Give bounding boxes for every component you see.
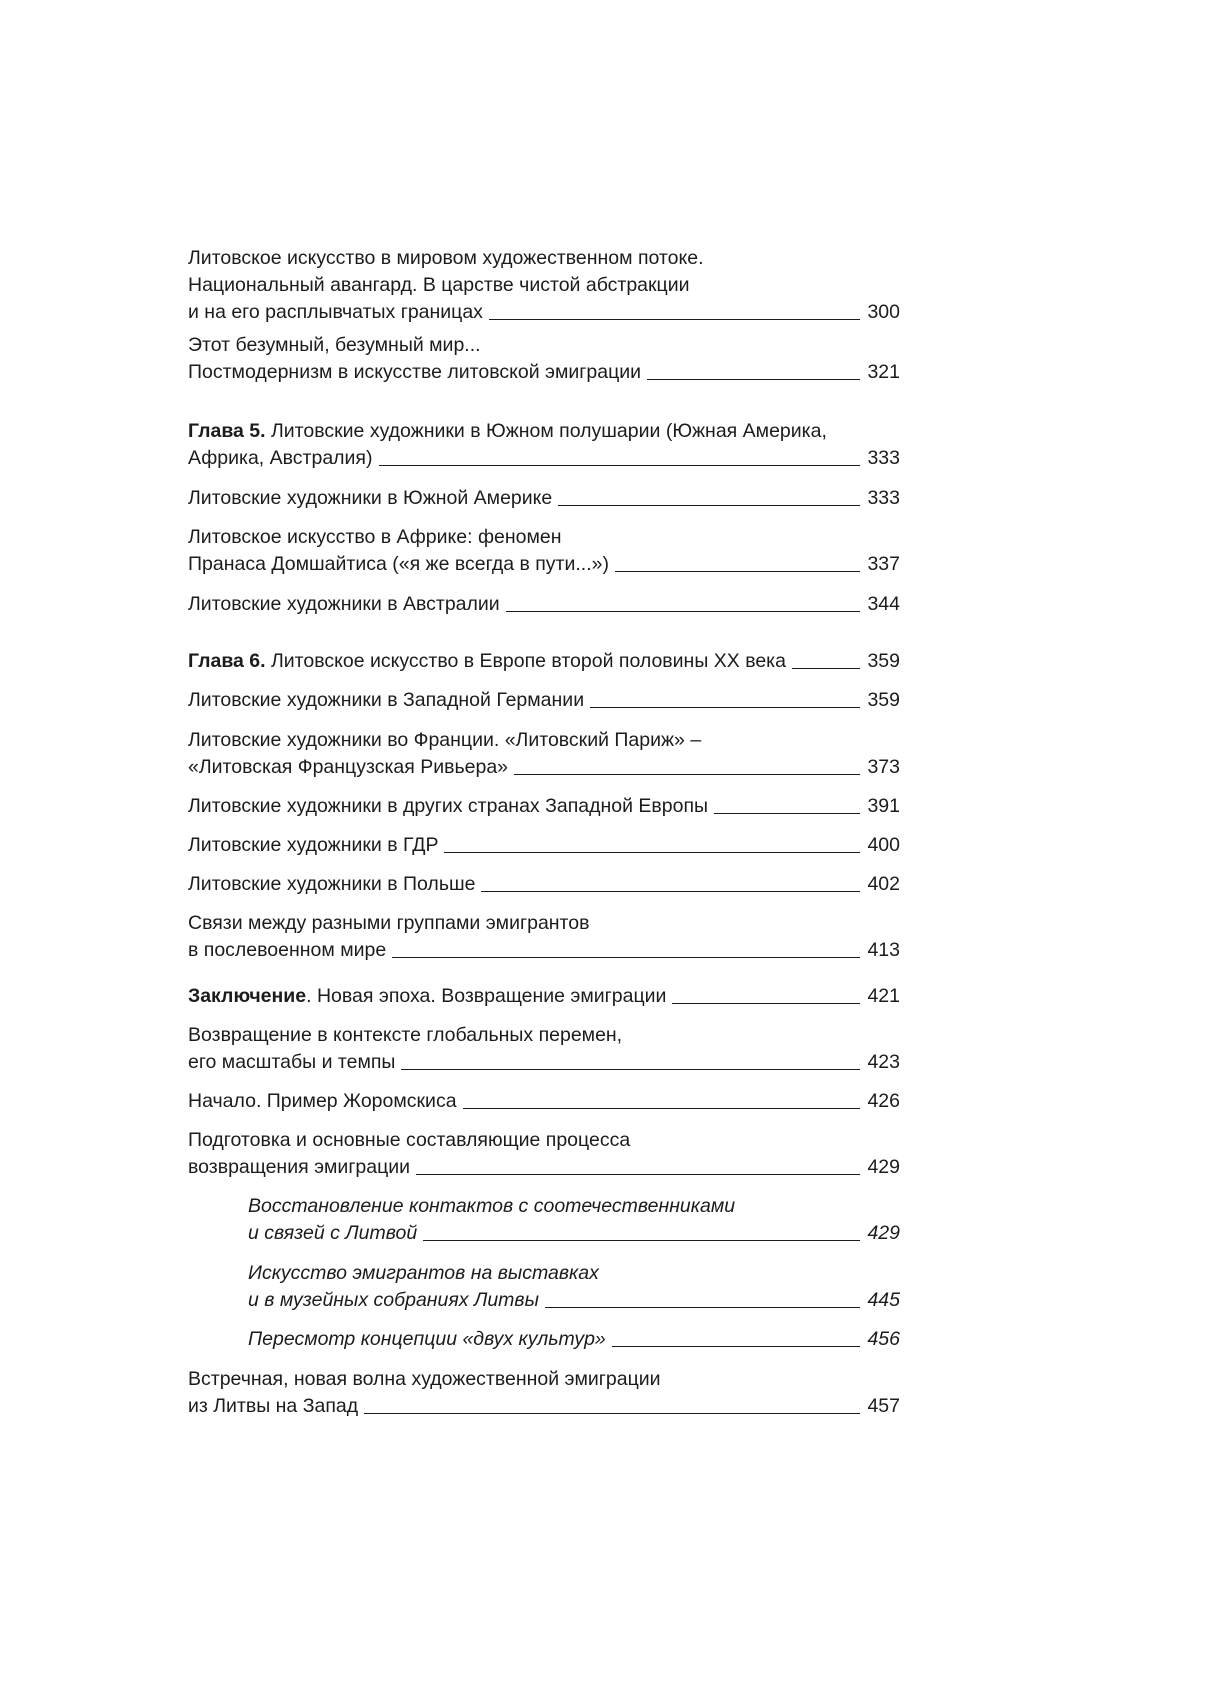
dot-leader: [392, 957, 860, 958]
toc-subentry[interactable]: [248, 1193, 900, 1247]
dot-leader: [545, 1307, 860, 1308]
toc-page-number: 445: [867, 1289, 900, 1311]
chapter-label: Глава 5.: [188, 420, 266, 442]
toc-entry[interactable]: [188, 485, 900, 512]
toc-entry-line: Литовское искусство в мировом художественном потоке.: [188, 247, 704, 269]
toc-entry-line: Литовские художники в Южном полушарии (Южная Америка,: [265, 420, 827, 442]
dot-leader: [590, 707, 860, 708]
dot-leader: [792, 668, 860, 669]
toc-entry[interactable]: [188, 332, 900, 386]
dot-leader: [364, 1413, 860, 1414]
toc-entry-line: Искусство эмигрантов на выставках: [248, 1262, 599, 1284]
toc-entry-line: Национальный авангард. В царстве чистой абстракции: [188, 274, 690, 296]
toc-entry-title: Начало. Пример Жоромскиса: [188, 1090, 457, 1112]
toc-entry-title: Литовские художники в других странах Западной Европы: [188, 795, 709, 817]
toc-page-number: 400: [867, 834, 900, 856]
toc-page-number: 429: [867, 1156, 900, 1178]
toc-entry-title: Пранаса Домшайтиса («я же всегда в пути...»): [188, 553, 609, 575]
toc-page-number: 300: [867, 301, 900, 323]
toc-entry-line: Связи между разными группами эмигрантов: [188, 912, 590, 934]
dot-leader: [612, 1346, 860, 1347]
toc-entry-chapter[interactable]: [188, 983, 900, 1010]
toc-entry-title: Постмодернизм в искусстве литовской эмиграции: [188, 361, 642, 383]
toc-page-number: 359: [867, 650, 900, 672]
dot-leader: [401, 1069, 860, 1070]
toc-entry-title: Литовские художники в Южной Америке: [188, 487, 553, 509]
dot-leader: [489, 319, 860, 320]
toc-entry-title: Литовские художники в Западной Германии: [188, 689, 585, 711]
toc-entry-title: в послевоенном мире: [188, 939, 387, 961]
toc-entry-chapter[interactable]: [188, 418, 900, 472]
toc-entry-title: возвращения эмиграции: [188, 1156, 411, 1178]
toc-entry[interactable]: [188, 727, 900, 781]
dot-leader: [514, 774, 860, 775]
toc-entry[interactable]: [188, 524, 900, 578]
toc-page-number: 333: [867, 447, 900, 469]
toc-entry-title: и в музейных собраниях Литвы: [248, 1289, 539, 1311]
toc-entry[interactable]: [188, 687, 900, 714]
dot-leader: [444, 852, 860, 853]
toc-page-number: 421: [867, 985, 900, 1007]
toc-entry-title: . Новая эпоха. Возвращение эмиграции: [306, 985, 667, 1007]
toc-entry-line: Подготовка и основные составляющие процесса: [188, 1129, 631, 1151]
toc-entry[interactable]: [188, 832, 900, 859]
toc-entry-title: Пересмотр концепции «двух культур»: [248, 1328, 606, 1350]
toc-entry-title: Литовские художники в ГДР: [188, 834, 439, 856]
toc-entry[interactable]: [188, 793, 900, 820]
toc-page-number: 457: [867, 1395, 900, 1417]
toc-entry-title: «Литовская Французская Ривьера»: [188, 756, 509, 778]
toc-entry[interactable]: [188, 1127, 900, 1181]
toc-entry-title: Литовское искусство в Европе второй половины ХХ века: [265, 650, 786, 672]
toc-page-number: 359: [867, 689, 900, 711]
dot-leader: [615, 571, 860, 572]
toc-entry-title: его масштабы и темпы: [188, 1051, 396, 1073]
dot-leader: [506, 611, 860, 612]
toc-entry[interactable]: [188, 591, 900, 618]
toc-entry-line: Литовское искусство в Африке: феномен: [188, 526, 562, 548]
dot-leader: [463, 1108, 860, 1109]
toc-entry-line: Литовские художники во Франции. «Литовский Париж» –: [188, 729, 702, 751]
toc-entry[interactable]: [188, 871, 900, 898]
dot-leader: [379, 465, 861, 466]
toc-page-number: 402: [867, 873, 900, 895]
dot-leader: [647, 379, 860, 380]
toc-page-number: 413: [867, 939, 900, 961]
toc-entry[interactable]: [188, 910, 900, 964]
toc-page-number: 337: [867, 553, 900, 575]
toc-page-number: 426: [867, 1090, 900, 1112]
toc-entry[interactable]: [188, 245, 900, 326]
toc-entry[interactable]: [188, 1088, 900, 1115]
toc-page-number: 321: [867, 361, 900, 383]
dot-leader: [423, 1240, 860, 1241]
toc-page-number: 344: [867, 593, 900, 615]
toc-entry-title: Литовские художники в Польше: [188, 873, 476, 895]
dot-leader: [714, 813, 860, 814]
toc-entry-title: и на его расплывчатых границах: [188, 301, 483, 323]
dot-leader: [558, 505, 860, 506]
chapter-label: Глава 6.: [188, 650, 266, 672]
toc-page-number: 373: [867, 756, 900, 778]
toc-page-number: 456: [867, 1328, 900, 1350]
dot-leader: [481, 891, 860, 892]
toc-subentry[interactable]: [248, 1326, 900, 1353]
toc-entry-line: Возвращение в контексте глобальных перемен,: [188, 1024, 623, 1046]
toc-page-number: 423: [867, 1051, 900, 1073]
toc-entry[interactable]: [188, 1022, 900, 1076]
dot-leader: [672, 1003, 860, 1004]
toc-entry-title: и связей с Литвой: [248, 1222, 418, 1244]
toc-page-number: 391: [867, 795, 900, 817]
toc-entry-line: Встречная, новая волна художественной эмиграции: [188, 1368, 661, 1390]
dot-leader: [416, 1174, 860, 1175]
toc-entry-line: Этот безумный, безумный мир...: [188, 334, 481, 356]
toc-entry-title: Африка, Австралия): [188, 447, 373, 469]
toc-entry-title: из Литвы на Запад: [188, 1395, 359, 1417]
toc-entry[interactable]: [188, 1366, 900, 1420]
toc-entry-title: Литовские художники в Австралии: [188, 593, 500, 615]
toc-subentry[interactable]: [248, 1260, 900, 1314]
conclusion-label: Заключение: [188, 985, 307, 1007]
toc-page-number: 333: [867, 487, 900, 509]
toc-page-number: 429: [867, 1222, 900, 1244]
toc-entry-line: Восстановление контактов с соотечественниками: [248, 1195, 736, 1217]
toc-entry-chapter[interactable]: [188, 648, 900, 675]
